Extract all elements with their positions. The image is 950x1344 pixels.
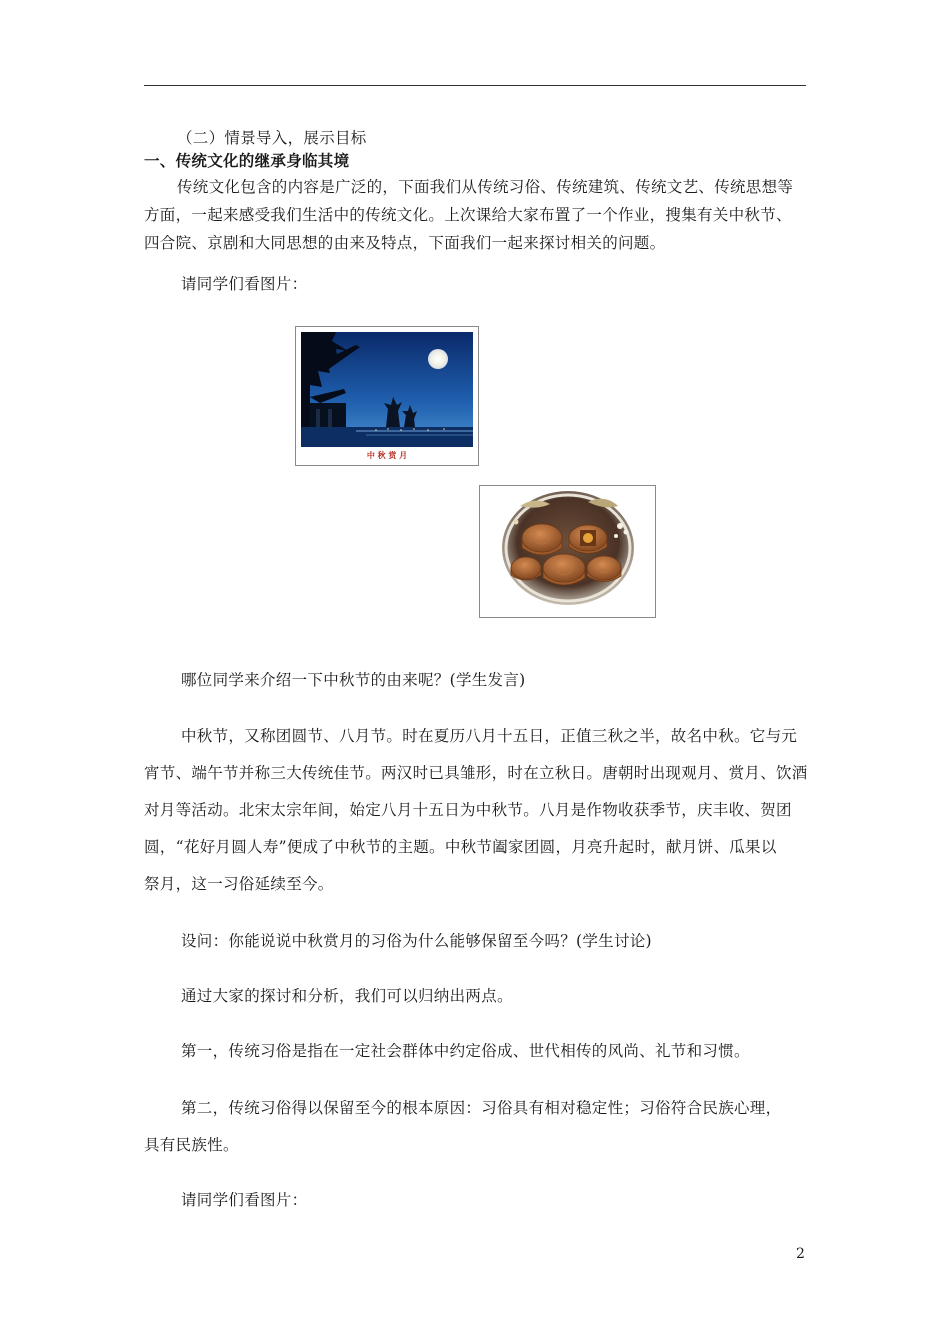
moon-viewing-caption: 中 秋 赏 月: [366, 450, 408, 460]
moon-viewing-illustration: [296, 327, 478, 465]
paragraph-2-line: 宵节、端午节并称三大传统佳节。两汉时已具雏形，时在立秋日。唐朝时出现观月、赏月、饮酒: [144, 764, 808, 782]
mooncake-image: [479, 485, 656, 618]
moon-viewing-image: [295, 326, 479, 466]
section-intro: （二）情景导入，展示目标: [177, 129, 367, 147]
page-number: 2: [796, 1246, 805, 1262]
point-2: [144, 1090, 808, 1164]
paragraph-2-line: 对月等活动。北宋太宗年间，始定八月十五日为中秋节。八月是作物收获季节，庆丰收、贺团: [144, 801, 792, 819]
header-rule: [144, 85, 806, 86]
paragraph-2-line: 中秋节，又称团圆节、八月节。时在夏历八月十五日，正值三秋之半，故名中秋。它与元: [181, 727, 798, 745]
look-prompt-2: 请同学们看图片：: [181, 1191, 308, 1209]
paragraph-2-line: 圆，“花好月圆人寿”便成了中秋节的主题。中秋节阖家团圆，月亮升起时，献月饼、瓜果以: [144, 838, 777, 856]
mooncake-illustration: [480, 486, 655, 617]
paragraph-1: [144, 173, 808, 257]
paragraph-1-line: 四合院、京剧和大同思想的由来及特点，下面我们一起来探讨相关的问题。: [144, 234, 666, 252]
summary-intro: 通过大家的探讨和分析，我们可以归纳出两点。: [181, 987, 513, 1005]
point-1: 第一，传统习俗是指在一定社会群体中约定俗成、世代相传的风尚、礼节和习惯。: [181, 1042, 750, 1060]
heading-1: 一、传统文化的继承身临其境: [144, 151, 350, 170]
paragraph-1-line: 传统文化包含的内容是广泛的，下面我们从传统习俗、传统建筑、传统文艺、传统思想等: [177, 178, 794, 196]
paragraph-2: [144, 718, 808, 903]
paragraph-1-line: 方面，一起来感受我们生活中的传统文化。上次课给大家布置了一个作业，搜集有关中秋节、: [144, 206, 792, 224]
look-prompt-1: 请同学们看图片：: [181, 275, 308, 293]
question-2: 设问：你能说说中秋赏月的习俗为什么能够保留至今吗？(学生讨论): [181, 932, 652, 950]
paragraph-2-line: 祭月，这一习俗延续至今。: [144, 875, 334, 893]
point-2-line: 具有民族性。: [144, 1136, 239, 1154]
point-2-line: 第二，传统习俗得以保留至今的根本原因：习俗具有相对稳定性；习俗符合民族心理，: [181, 1099, 782, 1117]
question-1: 哪位同学来介绍一下中秋节的由来呢？(学生发言): [181, 671, 526, 689]
